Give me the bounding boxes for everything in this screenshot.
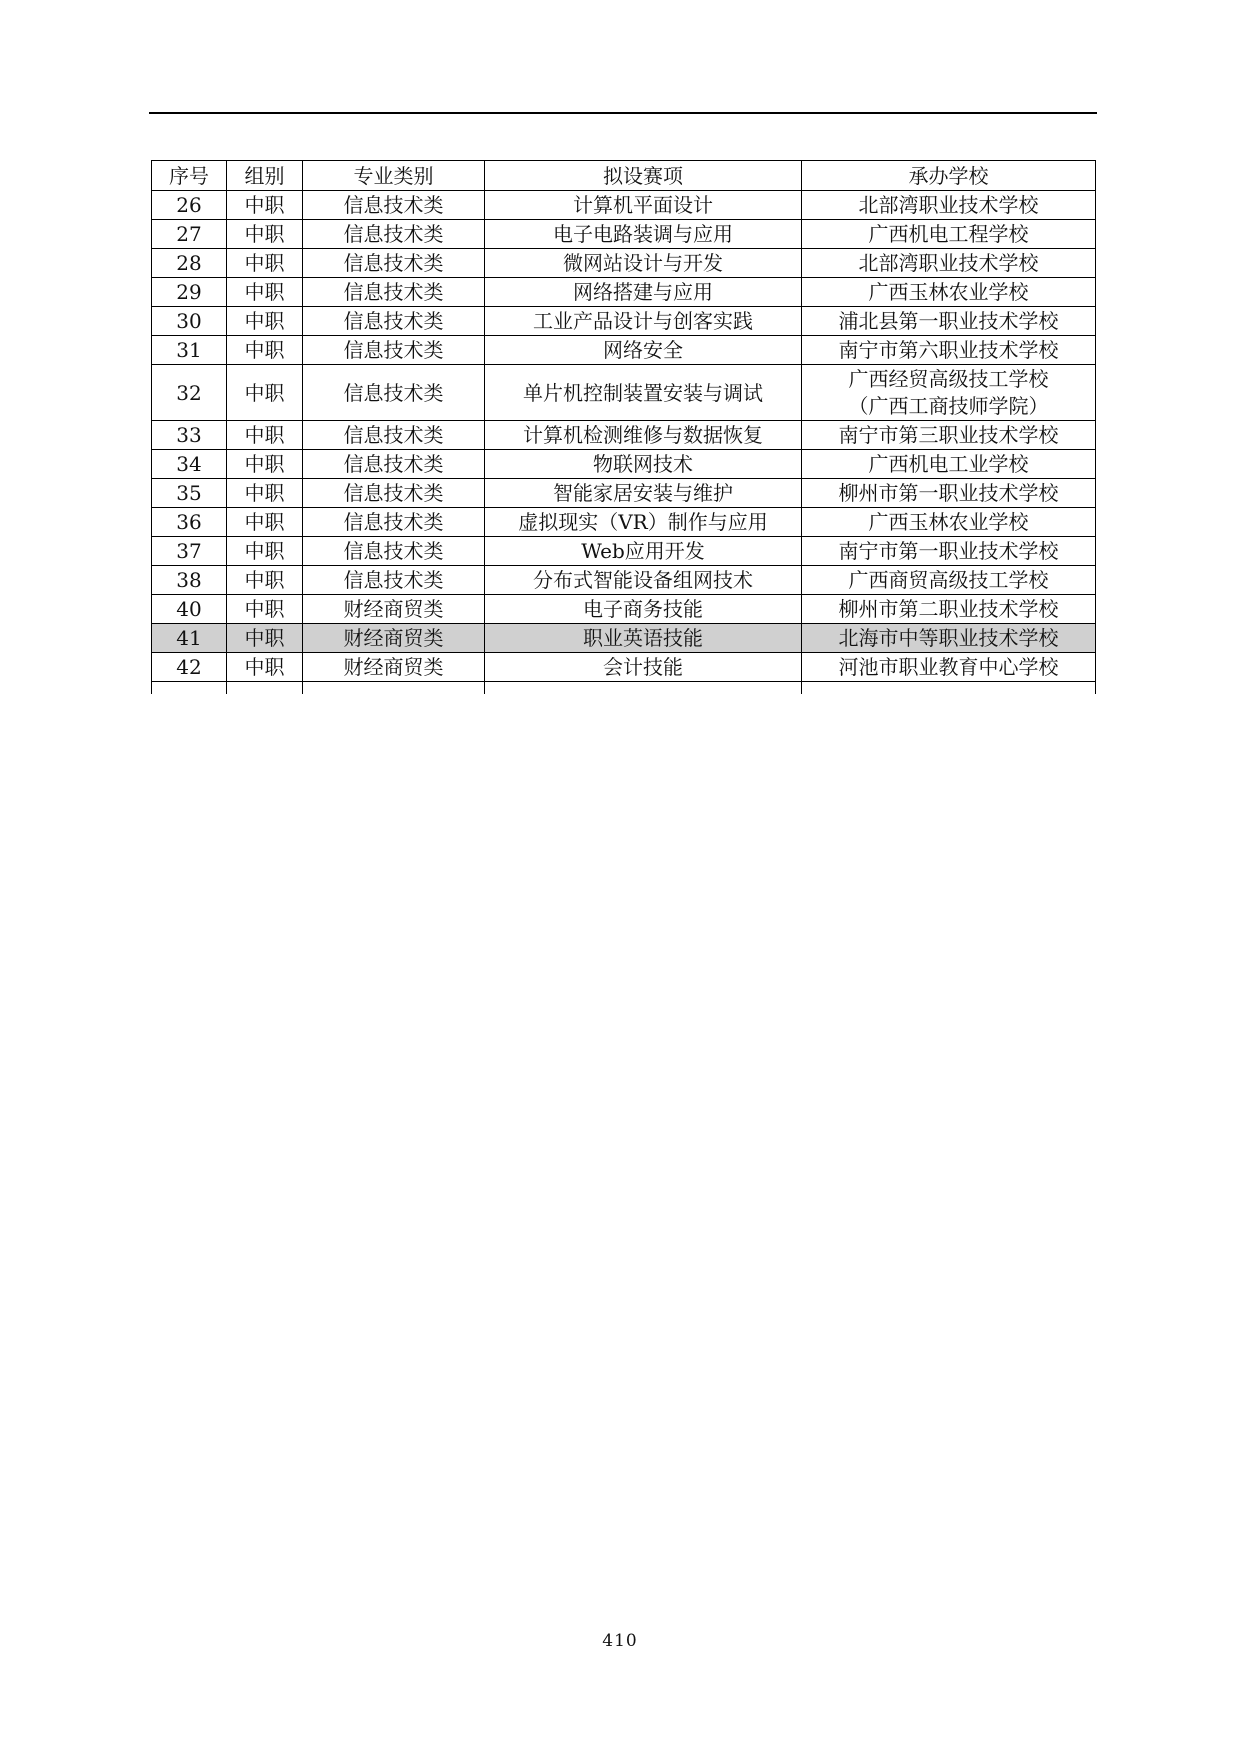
school-line: （广西工商技师学院） bbox=[848, 393, 1049, 418]
school-line: 柳州市第二职业技术学校 bbox=[838, 597, 1059, 621]
table-row bbox=[152, 508, 1096, 537]
cell-event: 分布式智能设备组网技术 bbox=[485, 566, 802, 595]
cell-category: 财经商贸类 bbox=[303, 653, 485, 682]
cell-category: 信息技术类 bbox=[303, 450, 485, 479]
table-row bbox=[152, 653, 1096, 682]
cell-no: 27 bbox=[152, 220, 227, 249]
cell-group: 中职 bbox=[227, 220, 303, 249]
cell-group: 中职 bbox=[227, 595, 303, 624]
cell-category: 信息技术类 bbox=[303, 307, 485, 336]
cell-no: 29 bbox=[152, 278, 227, 307]
cell-event: Web应用开发 bbox=[485, 537, 802, 566]
cell-no: 36 bbox=[152, 508, 227, 537]
cell-category: 信息技术类 bbox=[303, 566, 485, 595]
header-school: 承办学校 bbox=[802, 161, 1096, 191]
cell-category: 信息技术类 bbox=[303, 336, 485, 365]
school-line: 浦北县第一职业技术学校 bbox=[838, 309, 1059, 333]
table-body bbox=[152, 191, 1096, 695]
cell-category: 信息技术类 bbox=[303, 479, 485, 508]
cell-no: 31 bbox=[152, 336, 227, 365]
school-line: 南宁市第六职业技术学校 bbox=[838, 338, 1059, 362]
cell-school bbox=[802, 450, 1096, 479]
cell-event: 物联网技术 bbox=[485, 450, 802, 479]
cell-event: 会计技能 bbox=[485, 653, 802, 682]
cell-group: 中职 bbox=[227, 249, 303, 278]
cell-event: 计算机检测维修与数据恢复 bbox=[485, 421, 802, 450]
cell-school bbox=[802, 191, 1096, 220]
table-row bbox=[152, 249, 1096, 278]
cell-category: 信息技术类 bbox=[303, 191, 485, 220]
table-row bbox=[152, 566, 1096, 595]
cell-school bbox=[802, 365, 1096, 421]
cell-school bbox=[802, 336, 1096, 365]
table-row bbox=[152, 191, 1096, 220]
school-line: 北部湾职业技术学校 bbox=[858, 251, 1039, 275]
table-header-row bbox=[152, 161, 1096, 191]
cell-event: 电子商务技能 bbox=[485, 595, 802, 624]
table-viewport bbox=[151, 160, 1097, 694]
cell-no: 35 bbox=[152, 479, 227, 508]
cell-event bbox=[485, 682, 802, 695]
school-line: 广西机电工程学校 bbox=[868, 222, 1029, 246]
cell-event: 单片机控制装置安装与调试 bbox=[485, 365, 802, 421]
school-line: 广西机电工业学校 bbox=[868, 452, 1029, 476]
table-row bbox=[152, 450, 1096, 479]
cell-group: 中职 bbox=[227, 450, 303, 479]
table-row bbox=[152, 682, 1096, 695]
cell-event: 电子电路装调与应用 bbox=[485, 220, 802, 249]
cell-group bbox=[227, 682, 303, 695]
cell-event: 计算机平面设计 bbox=[485, 191, 802, 220]
cell-school bbox=[802, 278, 1096, 307]
cell-category: 信息技术类 bbox=[303, 249, 485, 278]
cell-no: 30 bbox=[152, 307, 227, 336]
table-row bbox=[152, 278, 1096, 307]
cell-no: 26 bbox=[152, 191, 227, 220]
cell-no: 41 bbox=[152, 624, 227, 653]
cell-category: 信息技术类 bbox=[303, 220, 485, 249]
school-line: 北部湾职业技术学校 bbox=[858, 193, 1039, 217]
cell-event: 智能家居安装与维护 bbox=[485, 479, 802, 508]
cell-event: 网络搭建与应用 bbox=[485, 278, 802, 307]
table-row bbox=[152, 307, 1096, 336]
cell-event: 虚拟现实（VR）制作与应用 bbox=[485, 508, 802, 537]
table-row bbox=[152, 421, 1096, 450]
cell-school bbox=[802, 653, 1096, 682]
page-number: 410 bbox=[602, 1631, 638, 1651]
cell-school bbox=[802, 249, 1096, 278]
cell-no: 28 bbox=[152, 249, 227, 278]
school-line: 北海市中等职业技术学校 bbox=[838, 626, 1059, 650]
cell-no: 38 bbox=[152, 566, 227, 595]
table-row bbox=[152, 537, 1096, 566]
cell-event: 微网站设计与开发 bbox=[485, 249, 802, 278]
school-line: 南宁市第一职业技术学校 bbox=[838, 539, 1059, 563]
cell-category: 信息技术类 bbox=[303, 421, 485, 450]
cell-group: 中职 bbox=[227, 653, 303, 682]
cell-event: 工业产品设计与创客实践 bbox=[485, 307, 802, 336]
school-line: 广西经贸高级技工学校 bbox=[848, 366, 1049, 391]
cell-no: 40 bbox=[152, 595, 227, 624]
cell-group: 中职 bbox=[227, 537, 303, 566]
cell-group: 中职 bbox=[227, 566, 303, 595]
cell-no: 32 bbox=[152, 365, 227, 421]
table-row bbox=[152, 624, 1096, 653]
cell-group: 中职 bbox=[227, 508, 303, 537]
table-row bbox=[152, 220, 1096, 249]
header-category: 专业类别 bbox=[303, 161, 485, 191]
cell-event: 网络安全 bbox=[485, 336, 802, 365]
cell-group: 中职 bbox=[227, 307, 303, 336]
school-line: 广西商贸高级技工学校 bbox=[848, 568, 1049, 592]
header-event: 拟设赛项 bbox=[485, 161, 802, 191]
school-line: 柳州市第一职业技术学校 bbox=[838, 481, 1059, 505]
cell-no: 34 bbox=[152, 450, 227, 479]
cell-school bbox=[802, 595, 1096, 624]
school-line: 河池市职业教育中心学校 bbox=[838, 655, 1059, 679]
cell-school bbox=[802, 537, 1096, 566]
cell-no bbox=[152, 682, 227, 695]
header-no: 序号 bbox=[152, 161, 227, 191]
cell-group: 中职 bbox=[227, 336, 303, 365]
competition-table bbox=[151, 160, 1096, 694]
cell-school bbox=[802, 421, 1096, 450]
table-row bbox=[152, 336, 1096, 365]
cell-category: 信息技术类 bbox=[303, 508, 485, 537]
cell-school bbox=[802, 566, 1096, 595]
cell-group: 中职 bbox=[227, 479, 303, 508]
cell-no: 37 bbox=[152, 537, 227, 566]
cell-school bbox=[802, 624, 1096, 653]
table-row bbox=[152, 595, 1096, 624]
school-line: 广西玉林农业学校 bbox=[868, 510, 1029, 534]
cell-category: 财经商贸类 bbox=[303, 624, 485, 653]
cell-category: 财经商贸类 bbox=[303, 595, 485, 624]
cell-category: 信息技术类 bbox=[303, 278, 485, 307]
cell-no: 33 bbox=[152, 421, 227, 450]
cell-no: 42 bbox=[152, 653, 227, 682]
school-line: 南宁市第三职业技术学校 bbox=[838, 423, 1059, 447]
cell-school bbox=[802, 479, 1096, 508]
cell-school bbox=[802, 307, 1096, 336]
cell-group: 中职 bbox=[227, 278, 303, 307]
cell-event: 职业英语技能 bbox=[485, 624, 802, 653]
cell-category: 信息技术类 bbox=[303, 365, 485, 421]
cell-group: 中职 bbox=[227, 624, 303, 653]
cell-group: 中职 bbox=[227, 191, 303, 220]
header-group: 组别 bbox=[227, 161, 303, 191]
header-rule bbox=[149, 112, 1097, 114]
school-line: 广西玉林农业学校 bbox=[868, 280, 1029, 304]
cell-group: 中职 bbox=[227, 421, 303, 450]
cell-school bbox=[802, 682, 1096, 695]
cell-category bbox=[303, 682, 485, 695]
table-row bbox=[152, 479, 1096, 508]
cell-school bbox=[802, 508, 1096, 537]
cell-category: 信息技术类 bbox=[303, 537, 485, 566]
cell-group: 中职 bbox=[227, 365, 303, 421]
table-row bbox=[152, 365, 1096, 421]
cell-school bbox=[802, 220, 1096, 249]
